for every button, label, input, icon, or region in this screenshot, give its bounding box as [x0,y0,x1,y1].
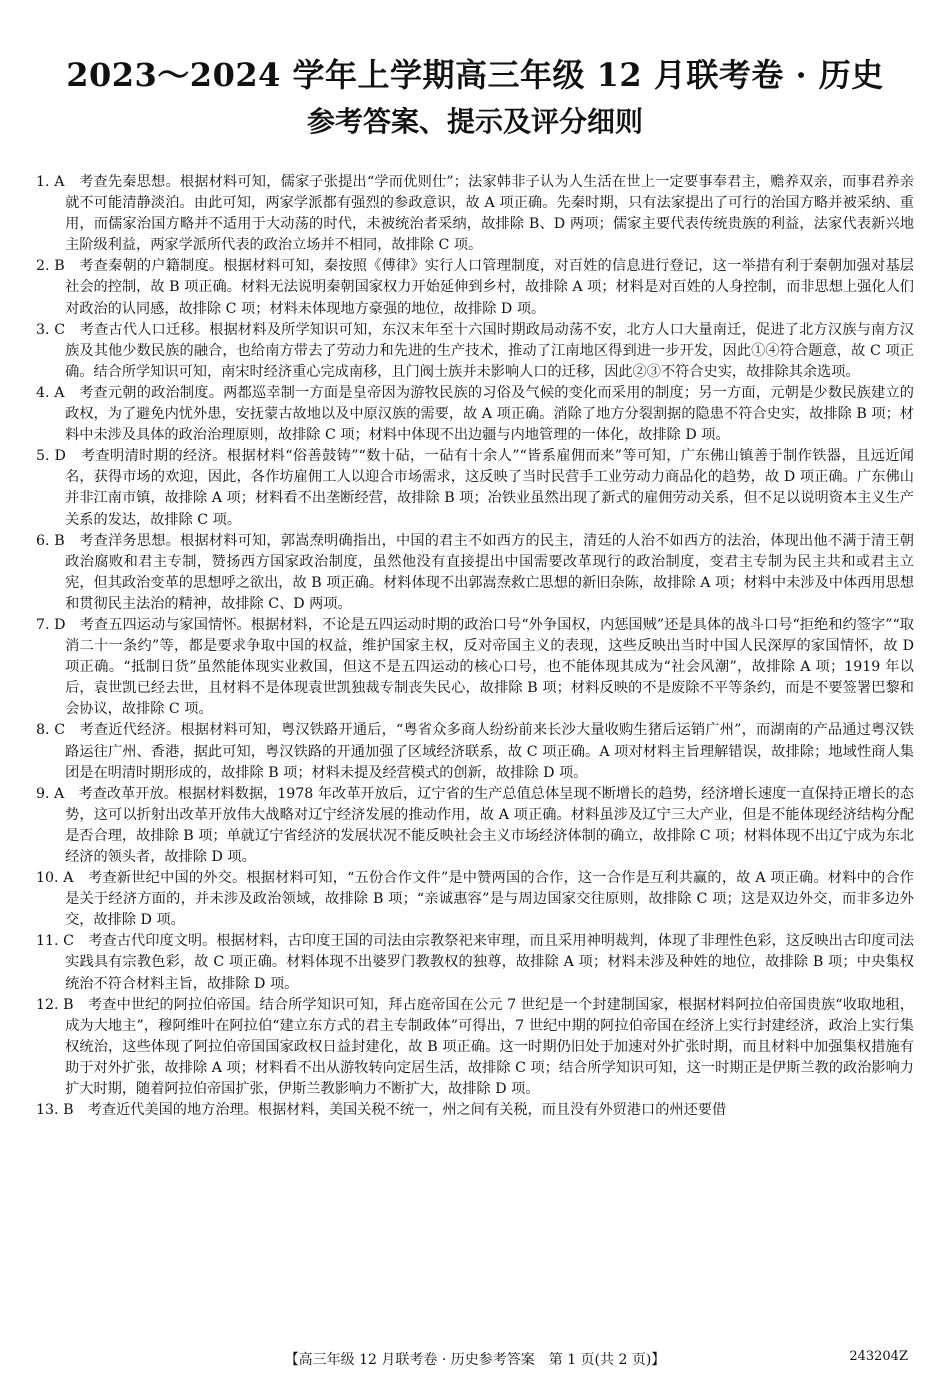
answer-item-1: 1. A 考查先秦思想。根据材料可知，儒家子张提出“学而优则仕”；法家韩非子认为人生活在世上一定要事奉君主，赡养双亲，而事君养亲就不可能清静淡泊。由此可知，两家学派都有强烈的参政意识，故 A 项正确。先秦时期，只有法家提出了可行的治国方略并被采纳、重用，而儒家治国方略并不适用于大动荡的时代，未被统治者采纳，故排除 B、D 两项；儒家主要代表传统贵族的利益，法家代表新兴地主阶级利益，两家学派所代表的政治立场并不相同，故排除 C 项。 [36,174,914,254]
answer-item-4: 4. A 考查元朝的政治制度。两都巡幸制一方面是皇帝因为游牧民族的习俗及气候的变化而采用的制度；另一方面，元朝是少数民族建立的政权，为了避免内忧外患，安抚蒙古故地以及中原汉族的需要，故 A 项正确。消除了地方分裂割据的隐患不符合史实，故排除 B 项；材料中未涉及具体的政治治理原则，故排除 C 项；材料中体现不出边疆与内地管理的一体化，故排除 D 项。 [36,384,914,444]
answer-item-13: 13. B 考查近代美国的地方治理。根据材料，美国关税不统一，州之间有关税，而且没有外贸港口的州还要借 [36,1102,727,1119]
answer-item-6: 6. B 考查洋务思想。根据材料可知，郭嵩焘明确指出，中国的君主不如西方的民主，清廷的人治不如西方的法治，体现出他不满于清王朝政治腐败和君主专制，赞扬西方国家政治制度，虽然他没有直接提出中国需要改革现行的政治制度，变君主专制为民主共和或君主立宪，但其政治变革的思想呼之欲出，故 B 项正确。材料体现不出郭嵩焘救亡思想的新旧杂陈，故排除 A 项；材料中未涉及中体西用思想和贯彻民主法治的精神，故排除 C、D 两项。 [36,532,914,612]
answer-item-12: 12. B 考查中世纪的阿拉伯帝国。结合所学知识可知，拜占庭帝国在公元 7 世纪是一个封建制国家，根据材料阿拉伯帝国贵族“收取地租，成为大地主”，穆阿维叶在阿拉伯“建立东方式的君主专制政体”可得出，7 世纪中期的阿拉伯帝国在经济上实行封建经济，政治上实行集权统治，这些体现了阿拉伯帝国国家政权日益封建化，故 B 项正确。这一时期仍旧处于加速对外扩张时期，而且材料中加强集权措施有助于对外扩张，故排除 A 项；材料看不出从游牧转向定居生活，故排除 C 项；结合所学知识可知，这一时期正是伊斯兰教的政治影响力扩大时期，随着阿拉伯帝国扩张，伊斯兰教影响力不断扩大，故排除 D 项。 [36,996,914,1098]
answer-item-10: 10. A 考查新世纪中国的外交。根据材料可知，“五份合作文件”是中赞两国的合作，这一合作是互利共赢的，故 A 项正确。材料中的合作是关于经济方面的，并未涉及政治领域，故排除 B 项；“亲诚惠容”是与周边国家交往原则，故排除 C 项；这是双边外交，而非多边外交，故排除 D 项。 [36,870,914,929]
document-title: 2023～2024 学年上学期高三年级 12 月联考卷 · 历史 [66,56,884,94]
answer-item-9: 9. A 考查改革开放。根据材料数据，1978 年改革开放后，辽宁省的生产总值总体呈现不断增长的趋势，经济增长速度一直保持正增长的态势，这可以折射出改革开放伟大战略对辽宁经济发展的推动作用，故 A 项正确。材料虽涉及辽宁三大产业，但是不能体现经济结构分配是否合理，故排除 B 项；单就辽宁省经济的发展状况不能反映社会主义市场经济体制的确立，故排除 C 项；材料体现不出辽宁成为东北经济的领头者，故排除 D 项。 [36,785,914,865]
answer-item-11: 11. C 考查古代印度文明。根据材料，古印度王国的司法由宗教祭祀来审理，而且采用神明裁判，体现了非理性色彩，这反映出古印度司法实践具有宗教色彩，故 C 项正确。材料体现不出婆罗门教教权的独尊，故排除 A 项；材料未涉及种姓的地位，故排除 B 项；中央集权统治不符合材料主旨，故排除 D 项。 [36,933,914,992]
footer-text: 【高三年级 12 月联考卷 · 历史参考答案 第 1 页(共 2 页)】 [284,1352,666,1368]
answer-item-2: 2. B 考查秦朝的户籍制度。根据材料可知，秦按照《傅律》实行人口管理制度，对百姓的信息进行登记，这一举措有利于秦朝加强对基层社会的控制，故 B 项正确。材料无法说明秦朝国家权力开始延伸到乡村，故排除 A 项；材料是对百姓的人身控制，而非思想上强化人们对政治的认同感，故排除 C 项；材料未体现地方豪强的地位，故排除 D 项。 [36,258,914,317]
answer-item-5: 5. D 考查明清时期的经济。根据材料“俗善鼓铸”“数十砧，一砧有十余人”“皆系雇佣而来”等可知，广东佛山镇善于制作铁器，且远近闻名，获得市场的欢迎，因此，各作坊雇佣工人以迎合市场需求，这反映了当时民营手工业劳动力商品化的趋势，故 D 项正确。广东佛山并非江南市镇，故排除 A 项；材料看不出垄断经营，故排除 B 项；冶铁业虽然出现了新式的雇佣劳动关系，但不足以说明资本主义生产关系的发达，故排除 C 项。 [36,448,914,528]
answer-item-3: 3. C 考查古代人口迁移。根据材料及所学知识可知，东汉末年至十六国时期政局动荡不安，北方人口大量南迁，促进了北方汉族与南方汉族及其他少数民族的融合，也给南方带去了劳动力和先进的生产技术，推动了江南地区得到进一步开发，因此①④符合题意，故 C 项正确。结合所学知识可知，南宋时经济重心完成南移，且门阀士族并未影响人口的迁移，因此②③不符合史实，故排除其余选项。 [36,321,914,380]
answer-item-7: 7. D 考查五四运动与家国情怀。根据材料，不论是五四运动时期的政治口号“外争国权，内惩国贼”还是具体的战斗口号“拒绝和约签字”“取消二十一条约”等，都是要求争取中国的权益，维护国家主权，反对帝国主义的表现，这些反映出当时中国人民深厚的家国情怀，故 D 项正确。“抵制日货”虽然能体现实业救国，但这不是五四运动的核心口号，也不能体现其成为“社会风潮”，故排除 A 项；1919 年以后，袁世凯已经去世，且材料不是体现袁世凯独裁专制丧失民心，故排除 B 项；材料反映的不是废除不平等条约，而是不要签署巴黎和会协议，故排除 C 项。 [36,616,914,718]
answer-list [36,172,914,1121]
answer-item-8: 8. C 考查近代经济。根据材料可知，粤汉铁路开通后，“粤省众多商人纷纷前来长沙大量收购生猪后运销广州”，而湖南的产品通过粤汉铁路运往广州、香港，据此可知，粤汉铁路的开通加强了区域经济联系，故 C 项正确。A 项对材料主旨理解错误，故排除；地域性商人集团是在明清时期形成的，故排除 B 项；材料未提及经营模式的创新，故排除 D 项。 [36,722,914,781]
document-subtitle: 参考答案、提示及评分细则 [306,105,643,138]
footer-code: 243204Z [849,1349,908,1364]
